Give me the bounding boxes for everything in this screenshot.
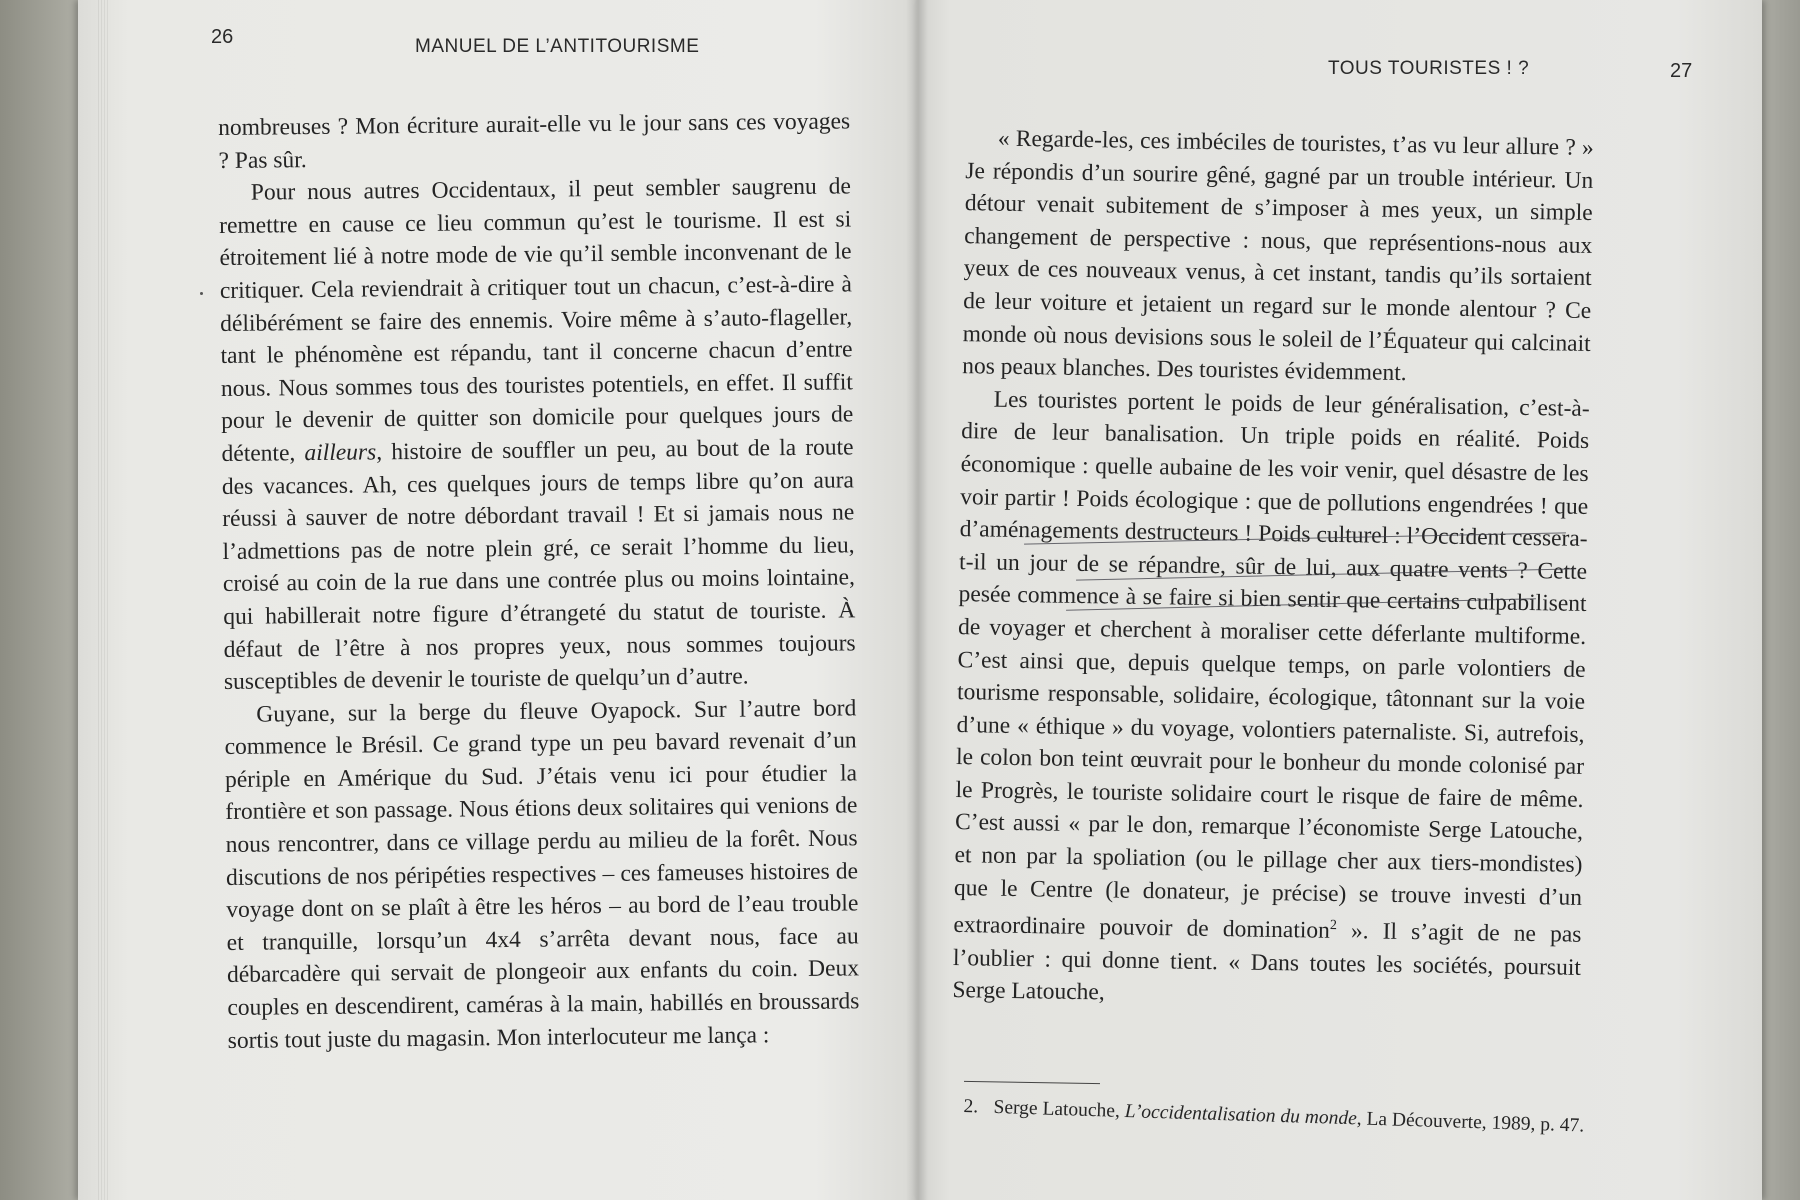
footnote-book-title: L’occidentalisation du monde bbox=[1124, 1101, 1358, 1130]
paragraph: nombreuses ? Mon écriture aurait-elle vu le jour sans ces voyages ? Pas sûr. bbox=[218, 108, 851, 174]
open-book bbox=[78, 0, 1762, 1200]
footnote-text: Serge Latouche, L’occidentalisation du monde, La Découverte, 1989, p. 47. bbox=[993, 1096, 1585, 1137]
left-body-text bbox=[218, 105, 860, 1057]
right-page-number: 27 bbox=[1670, 60, 1693, 82]
right-page bbox=[916, 0, 1762, 1200]
italic-emphasis: ailleurs bbox=[304, 439, 377, 467]
left-running-head: MANUEL DE L’ANTITOURISME bbox=[415, 36, 700, 57]
footnote-number: 2. bbox=[963, 1095, 979, 1118]
footnote-reference: 2 bbox=[1329, 918, 1338, 934]
book-gutter bbox=[906, 0, 928, 1200]
left-page bbox=[78, 0, 916, 1200]
left-page-number: 26 bbox=[211, 26, 234, 48]
paragraph: Guyane, sur la berge du fleuve Oyapock. Sur l’autre bord commence le Brésil. Ce grand type un peu bavard revenait d’un périple en Amérique du Sud. J’étais venu ici pour étudier la frontière et son passage. Nous étions deux solitaires qui venions de nous rencontrer, dans ce village perdu au milieu de la forêt. Nous discutions de nos péripéties respectives – ces fameuses histoires de voyage dont on se plaît à être les héros – au bord de l’eau trouble et tranquille, lorsqu’un 4x4 s’arrêta devant nous, face au débarcadère qui servait de plongeoir aux enfants du coin. Deux couples en descendirent, caméras à la main, habillés en broussards sortis tout juste du magasin. Mon interlocuteur me lança : bbox=[224, 695, 860, 1054]
paragraph: « Regarde-les, ces imbéciles de touristes, t’as vu leur allure ? » Je répondis d’un sourire gêné, gagné par un trouble intérieur. Un détour venait subitement de s’imposer à mes yeux, un simple changement de perspective : nous, que représentions-nous aux yeux de ces nouveaux venus, à cet instant, tandis qu’ils sortaient de leur voiture et jetaient un regard sur le monde alentour ? Ce monde où nous devisions sous le soleil de l’Équateur qui calcinait nos peaux blanches. Des touristes évidemment. bbox=[962, 125, 1594, 387]
footnote-divider bbox=[964, 1081, 1100, 1084]
footnote bbox=[963, 1094, 1593, 1139]
page-edge-stack bbox=[98, 0, 108, 1200]
margin-dot bbox=[200, 292, 203, 295]
right-running-head: TOUS TOURISTES ! ? bbox=[1328, 58, 1530, 79]
paragraph: Les touristes portent le poids de leur généralisation, c’est-à-dire de leur banalisation. Un triple poids en réalité. Poids économique : quelle aubaine de les voir venir, quel désastre de les voir partir ! Poids écologique : que de pollutions engendrées ! que d’aménagements destructeurs ! Poids culturel : l’Occident cessera-t-il un jour de se répandre, sûr de lui, aux quatre vents ? Cette pesée commence à se faire si bien sentir que certains culpabilisent de voyager et cherchent à moraliser cette déferlante multiforme. C’est ainsi que, depuis quelque temps, on parle volontiers de tourisme responsable, solidaire, écologique, tâtonnant sur la voie d’une « éthique » du voyage, volontiers paternaliste. Si, autrefois, le colon bon teint œuvrait pour le bonheur du monde colonisé par le Progrès, le touriste solidaire court le risque de faire de même. C’est aussi « par le don, remarque l’économiste Serge Latouche, et non par la spoliation (ou le pillage cher aux tiers-mondistes) que le Centre (le donateur, je précise) se trouve investi d’un extraordinaire pouvoir de domination$^2$ ». Il s’agit de ne pas l’oublier : qui donne tient. « Dans toutes les sociétés, poursuit Serge Latouche, bbox=[952, 386, 1590, 1006]
paragraph: Pour nous autres Occidentaux, il peut sembler saugrenu de remettre en cause ce lieu commun qu’est le tourisme. Il est si étroitement lié à notre mode de vie qu’il semble inconvenant de le critiquer. Cela reviendrait à critiquer tout un chacun, c’est-à-dire à délibérément se faire des ennemis. Voire même à s’auto-flageller, tant le phénomène est répandu, tant il concerne chacun d’entre nous. Nous sommes tous des touristes potentiels, en effet. Il suffit pour le devenir de quitter son domicile pour quelques jours de détente, ailleurs, histoire de souffler un peu, au bout de la route des vacances. Ah, ces quelques jours de temps libre qu’on aura réussi à sauver de notre débordant travail ! Et si jamais nous ne l’admettions pas de notre plein gré, ce serait l’homme du lieu, croisé au coin de la rue dans une contrée plus ou moins lointaine, qui habillerait notre figure d’étrangeté du statut de touriste. À défaut de l’être à nos propres yeux, nous sommes toujours susceptibles de devenir le touriste de quelqu’un d’autre. bbox=[219, 173, 856, 696]
